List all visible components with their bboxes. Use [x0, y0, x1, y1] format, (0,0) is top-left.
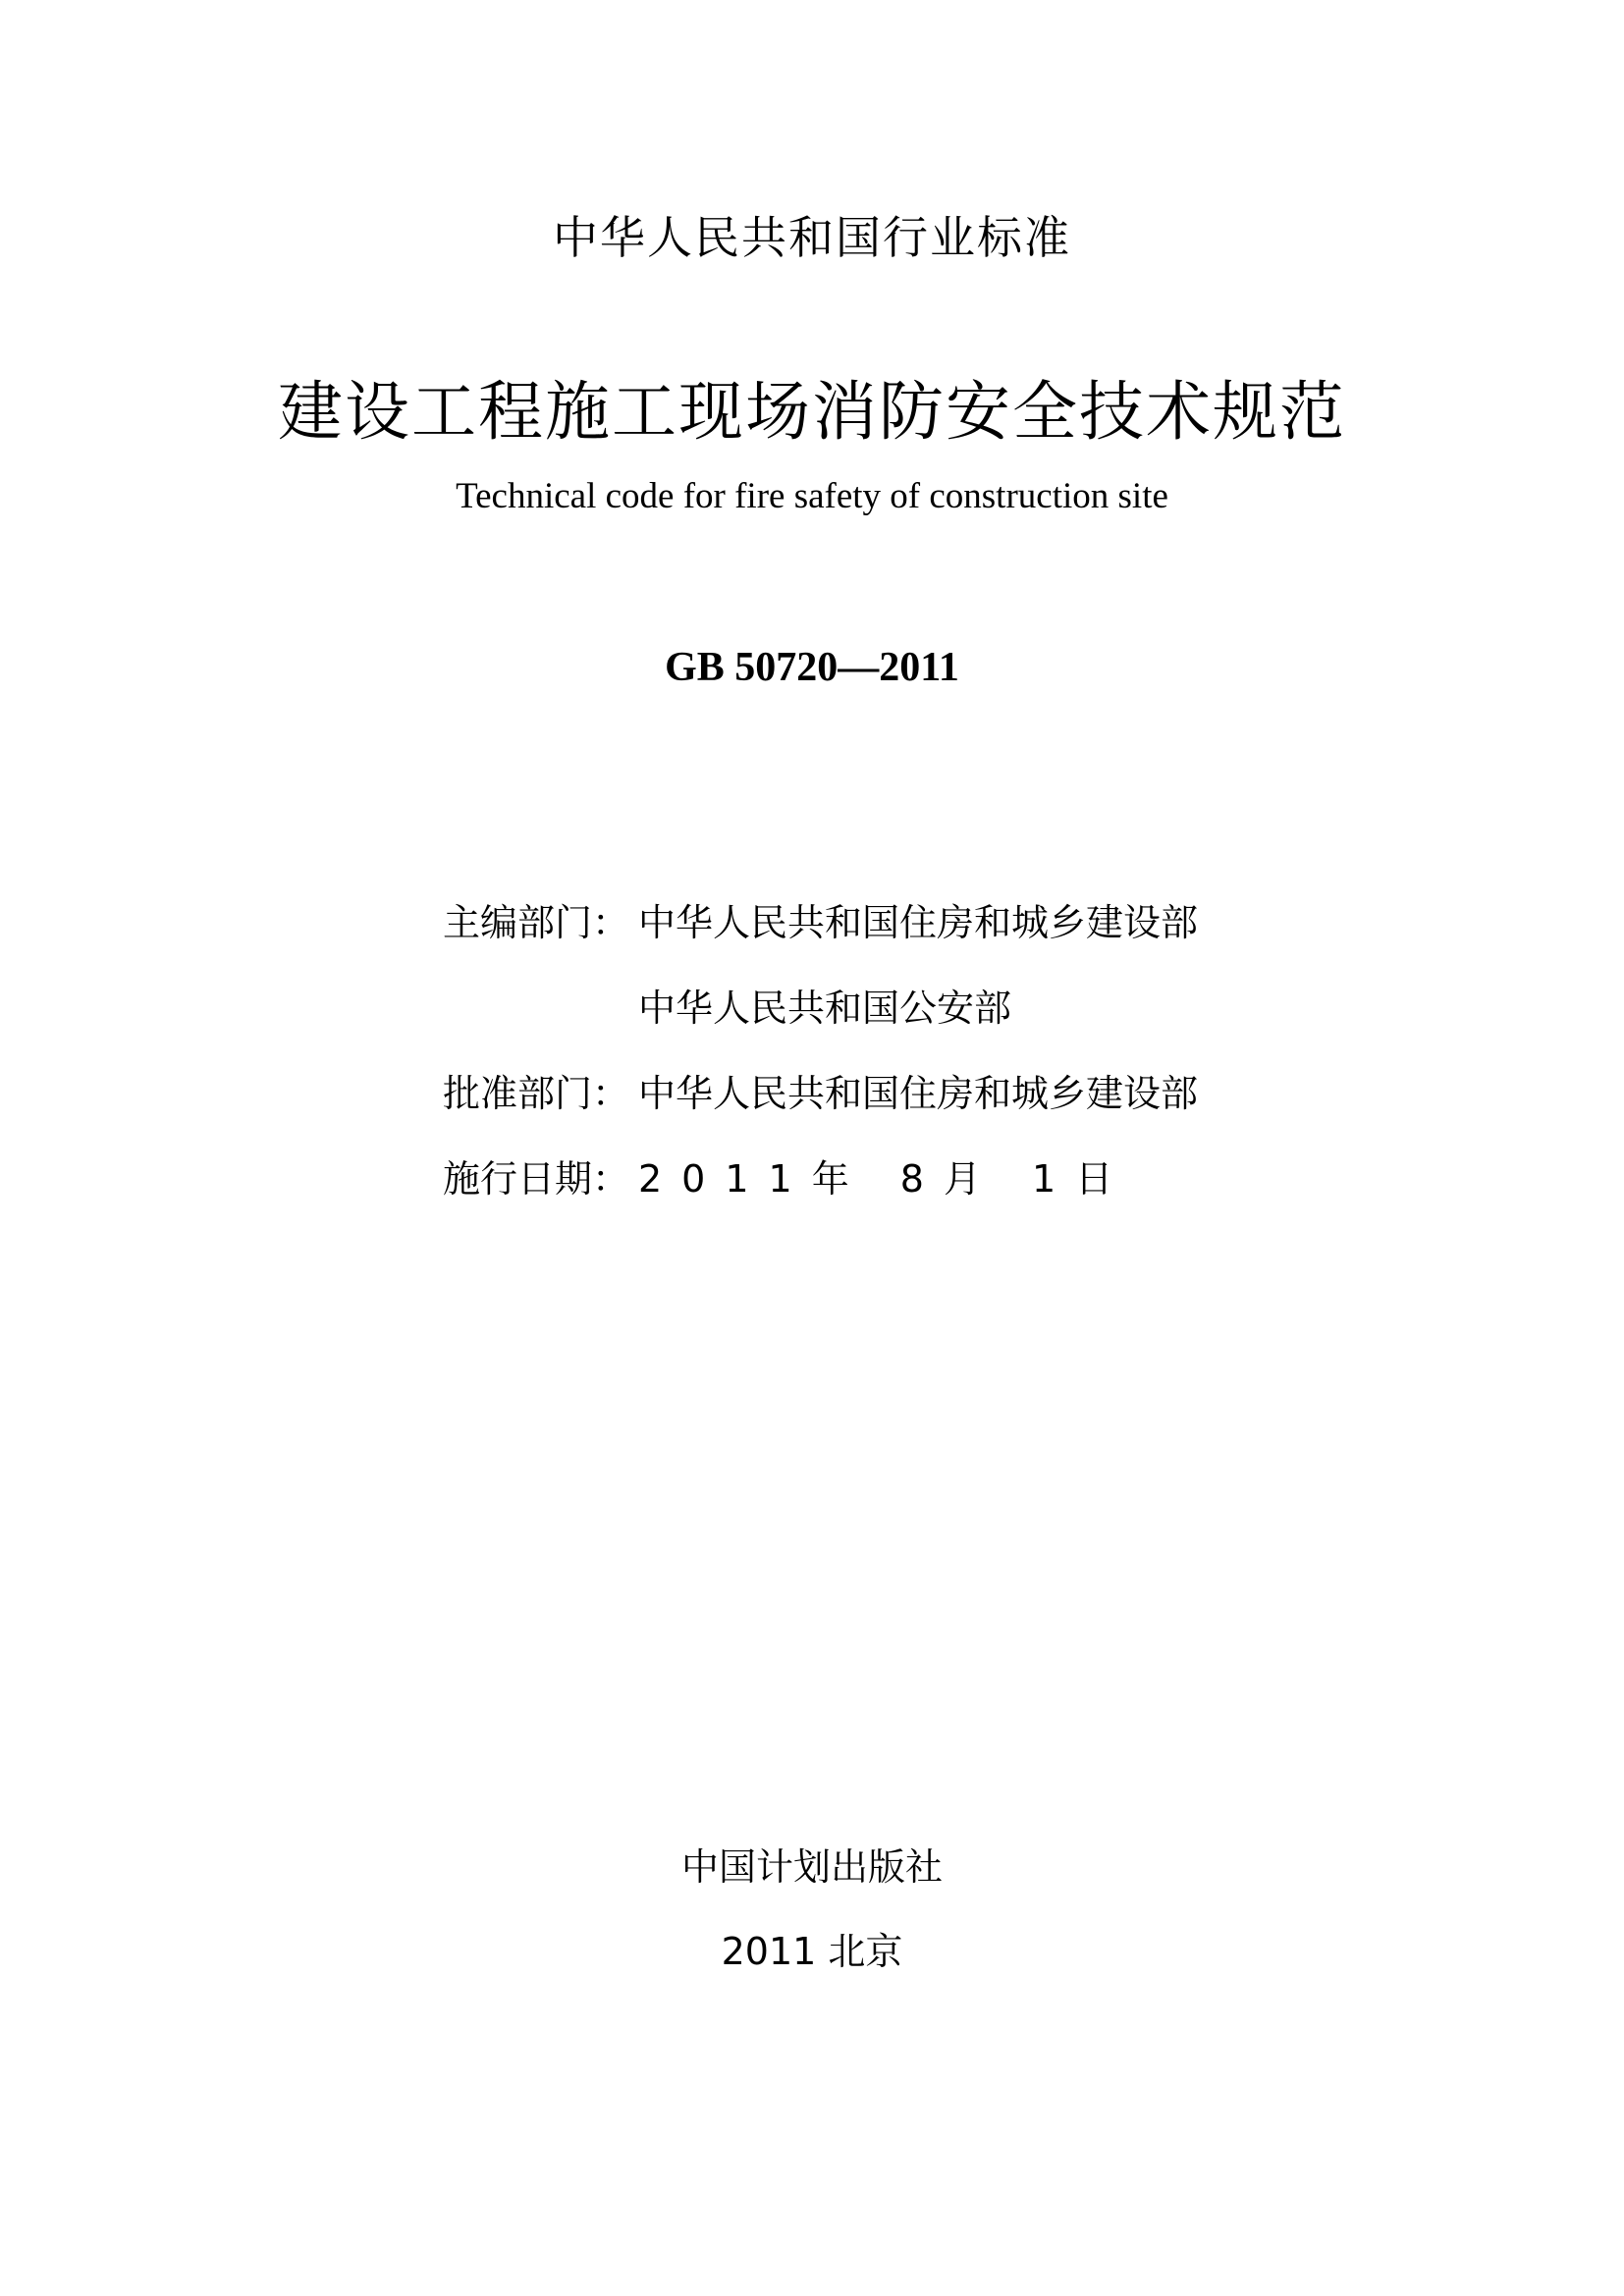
- chief-editor-label: 主编部门：: [443, 901, 630, 944]
- effective-date-label: 施行日期：: [443, 1157, 630, 1201]
- standard-series-heading: 中华人民共和国行业标准: [553, 211, 1071, 264]
- approval-value: 中华人民共和国住房和城乡建设部: [638, 1072, 1199, 1115]
- approval-row: [443, 1068, 1326, 1119]
- effective-date-row: [443, 1153, 1326, 1204]
- approval-label: 批准部门：: [443, 1072, 630, 1115]
- chief-editor-value-1: 中华人民共和国住房和城乡建设部: [638, 901, 1199, 944]
- publisher-name: 中国计划出版社: [680, 1845, 943, 1889]
- chief-editor-value-2: 中华人民共和国公安部: [638, 987, 1012, 1030]
- document-english-subtitle: Technical code for fire safety of construction site: [456, 476, 1168, 516]
- chief-editor-row-2: [443, 983, 1326, 1034]
- issuing-info-block: [443, 897, 1326, 1239]
- document-title: 建设工程施工现场消防安全技术规范: [278, 374, 1346, 450]
- chief-editor-row: [443, 897, 1326, 948]
- publication-imprint: 2011 北京: [721, 1930, 903, 1973]
- effective-date-value: 2011年 8月 1日: [638, 1157, 1133, 1201]
- standard-number: GB 50720—2011: [665, 645, 959, 690]
